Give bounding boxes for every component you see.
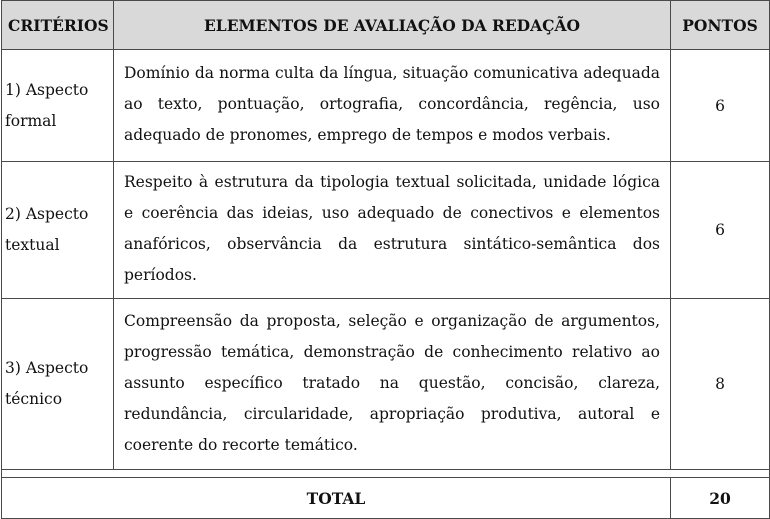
points-cell: 6 bbox=[671, 50, 770, 162]
table-row bbox=[2, 162, 770, 299]
table-row bbox=[2, 299, 770, 470]
total-row bbox=[2, 478, 770, 519]
total-label: TOTAL bbox=[2, 478, 671, 519]
points-header: PONTOS bbox=[671, 1, 770, 50]
criterion-cell: 1) Aspecto formal bbox=[2, 50, 114, 162]
spacer-row bbox=[2, 470, 770, 478]
table-row bbox=[2, 50, 770, 162]
header-row bbox=[2, 1, 770, 50]
criteria-header: CRITÉRIOS bbox=[2, 1, 114, 50]
elements-header: ELEMENTOS DE AVALIAÇÃO DA REDAÇÃO bbox=[114, 1, 671, 50]
description-cell: Respeito à estrutura da tipologia textual solicitada, unidade lógica e coerência das ideias, uso adequado de conectivos e elementos anafóricos, observância da estrutura sintático-semântica dos períodos. bbox=[114, 162, 671, 299]
criterion-cell: 2) Aspecto textual bbox=[2, 162, 114, 299]
grading-table bbox=[1, 0, 770, 519]
points-cell: 8 bbox=[671, 299, 770, 470]
criterion-cell: 3) Aspecto técnico bbox=[2, 299, 114, 470]
description-cell: Compreensão da proposta, seleção e organização de argumentos, progressão temática, demonstração de conhecimento relativo ao assunto específico tratado na questão, concisão, clareza, redundância, circularidade, apropriação produtiva, autoral e coerente do recorte temático. bbox=[114, 299, 671, 470]
total-points: 20 bbox=[671, 478, 770, 519]
spacer-cell bbox=[2, 470, 770, 478]
description-cell: Domínio da norma culta da língua, situação comunicativa adequada ao texto, pontuação, ortografia, concordância, regência, uso adequado de pronomes, emprego de tempos e modos verbais. bbox=[114, 50, 671, 162]
points-cell: 6 bbox=[671, 162, 770, 299]
